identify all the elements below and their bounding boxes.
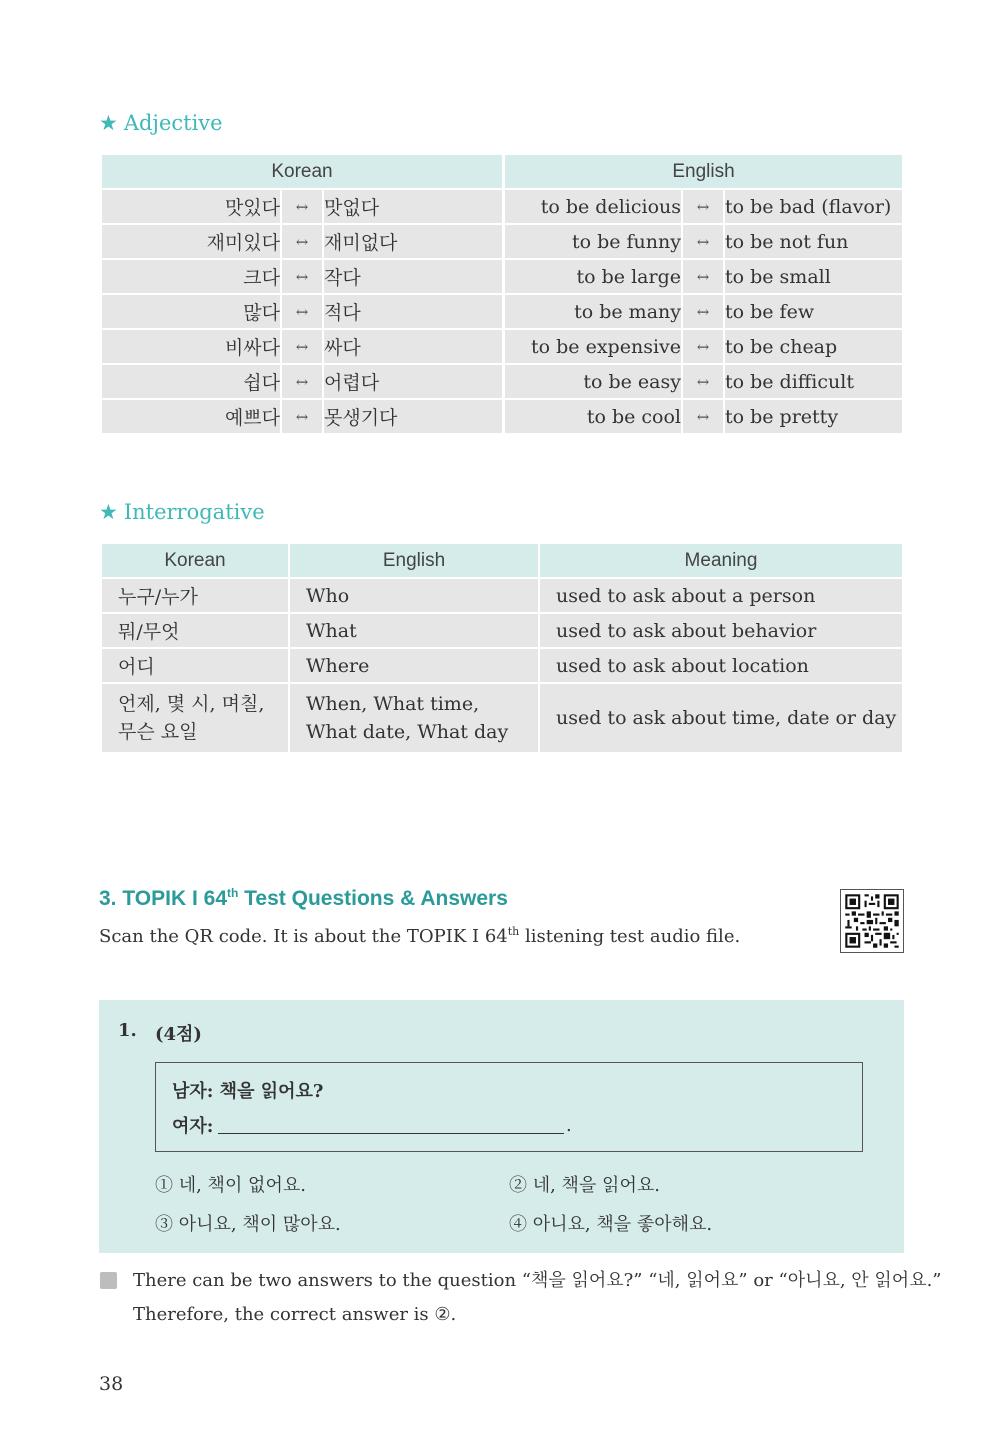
korean-opposite: 어렵다 (323, 364, 504, 399)
english-word: to be funny (504, 224, 683, 259)
interrogative-row (101, 648, 903, 683)
korean-word: 재미있다 (101, 224, 281, 259)
english-word: to be large (504, 259, 683, 294)
korean-opposite: 재미없다 (323, 224, 504, 259)
arrow-icon: ↔ (281, 364, 323, 399)
option-4[interactable]: ④ 아니요, 책을 좋아해요. (509, 1214, 713, 1235)
adjective-row (101, 294, 903, 329)
arrow-icon: ↔ (682, 224, 724, 259)
interrogative-english-cell: Where (289, 648, 539, 683)
option-1[interactable]: ① 네, 책이 없어요. (155, 1175, 306, 1196)
section-heading: 3. TOPIK I 64th Test Questions & Answers (99, 886, 508, 910)
english-opposite: to be few (724, 294, 903, 329)
dialog-line-end: . (566, 1115, 572, 1136)
adjective-table (100, 153, 904, 435)
adjective-section-title: ★ Adjective (99, 111, 223, 135)
korean-word: 예쁘다 (101, 399, 281, 434)
interrogative-meaning-cell: used to ask about location (539, 648, 903, 683)
korean-opposite: 적다 (323, 294, 504, 329)
arrow-icon: ↔ (281, 224, 323, 259)
interrogative-english-cell: When, What time, What date, What day (289, 683, 539, 753)
korean-opposite: 싸다 (323, 329, 504, 364)
english-opposite: to be not fun (724, 224, 903, 259)
interrogative-english-cell: Who (289, 578, 539, 613)
korean-word: 비싸다 (101, 329, 281, 364)
question-number: 1. (118, 1020, 137, 1041)
adjective-header-english: English (504, 154, 904, 189)
arrow-icon: ↔ (682, 399, 724, 434)
interrogative-meaning-cell: used to ask about time, date or day (539, 683, 903, 753)
interrogative-row (101, 578, 903, 613)
scan-instruction: Scan the QR code. It is about the TOPIK I 64th listening test audio file. (99, 925, 741, 947)
adjective-row (101, 329, 903, 364)
dialog-box (155, 1062, 863, 1152)
korean-word: 크다 (101, 259, 281, 294)
adjective-row (101, 259, 903, 294)
qr-code-icon[interactable] (840, 889, 904, 953)
dialog-line-woman-label: 여자: (172, 1116, 214, 1137)
dialog-line-man: 남자: 책을 읽어요? (172, 1081, 324, 1102)
korean-word: 많다 (101, 294, 281, 329)
arrow-icon: ↔ (281, 259, 323, 294)
english-opposite: to be bad (flavor) (724, 189, 903, 224)
question-box (99, 1000, 904, 1253)
explanation-line-1: There can be two answers to the question “책을 읽어요?” “네, 읽어요” or “아니요, 안 읽어요.” (133, 1270, 942, 1291)
english-opposite: to be cheap (724, 329, 903, 364)
interrogative-korean-cell: 어디 (101, 648, 289, 683)
korean-opposite: 작다 (323, 259, 504, 294)
korean-word: 맛있다 (101, 189, 281, 224)
english-word: to be many (504, 294, 683, 329)
star-icon: ★ (99, 500, 118, 524)
english-word: to be delicious (504, 189, 683, 224)
arrow-icon: ↔ (682, 294, 724, 329)
option-3[interactable]: ③ 아니요, 책이 많아요. (155, 1214, 341, 1235)
interrogative-english-cell: What (289, 613, 539, 648)
english-opposite: to be small (724, 259, 903, 294)
adjective-row (101, 224, 903, 259)
arrow-icon: ↔ (682, 259, 724, 294)
korean-word: 쉽다 (101, 364, 281, 399)
interrogative-korean-cell: 뭐/무엇 (101, 613, 289, 648)
interrogative-header-english: English (289, 543, 539, 578)
interrogative-meaning-cell: used to ask about a person (539, 578, 903, 613)
interrogative-header-korean: Korean (101, 543, 289, 578)
explanation-icon (100, 1272, 117, 1289)
english-word: to be expensive (504, 329, 683, 364)
interrogative-header-meaning: Meaning (539, 543, 903, 578)
page-number: 38 (99, 1373, 124, 1395)
interrogative-row (101, 683, 903, 753)
option-2[interactable]: ② 네, 책을 읽어요. (509, 1175, 660, 1196)
interrogative-section-title: ★ Interrogative (99, 500, 265, 524)
arrow-icon: ↔ (281, 399, 323, 434)
korean-opposite: 못생기다 (323, 399, 504, 434)
star-icon: ★ (99, 111, 118, 135)
interrogative-korean-cell: 언제, 몇 시, 며칠, 무슨 요일 (101, 683, 289, 753)
arrow-icon: ↔ (281, 329, 323, 364)
interrogative-row (101, 613, 903, 648)
arrow-icon: ↔ (682, 189, 724, 224)
adjective-row (101, 364, 903, 399)
adjective-header-korean: Korean (101, 154, 504, 189)
arrow-icon: ↔ (682, 329, 724, 364)
english-word: to be cool (504, 399, 683, 434)
question-points: (4점) (155, 1024, 202, 1045)
answer-blank (218, 1133, 564, 1134)
adjective-row (101, 399, 903, 434)
arrow-icon: ↔ (281, 294, 323, 329)
arrow-icon: ↔ (682, 364, 724, 399)
arrow-icon: ↔ (281, 189, 323, 224)
korean-opposite: 맛없다 (323, 189, 504, 224)
interrogative-meaning-cell: used to ask about behavior (539, 613, 903, 648)
adjective-row (101, 189, 903, 224)
interrogative-korean-cell: 누구/누가 (101, 578, 289, 613)
english-word: to be easy (504, 364, 683, 399)
english-opposite: to be difficult (724, 364, 903, 399)
explanation-line-2: Therefore, the correct answer is ②. (133, 1304, 457, 1325)
english-opposite: to be pretty (724, 399, 903, 434)
interrogative-table (100, 542, 904, 754)
